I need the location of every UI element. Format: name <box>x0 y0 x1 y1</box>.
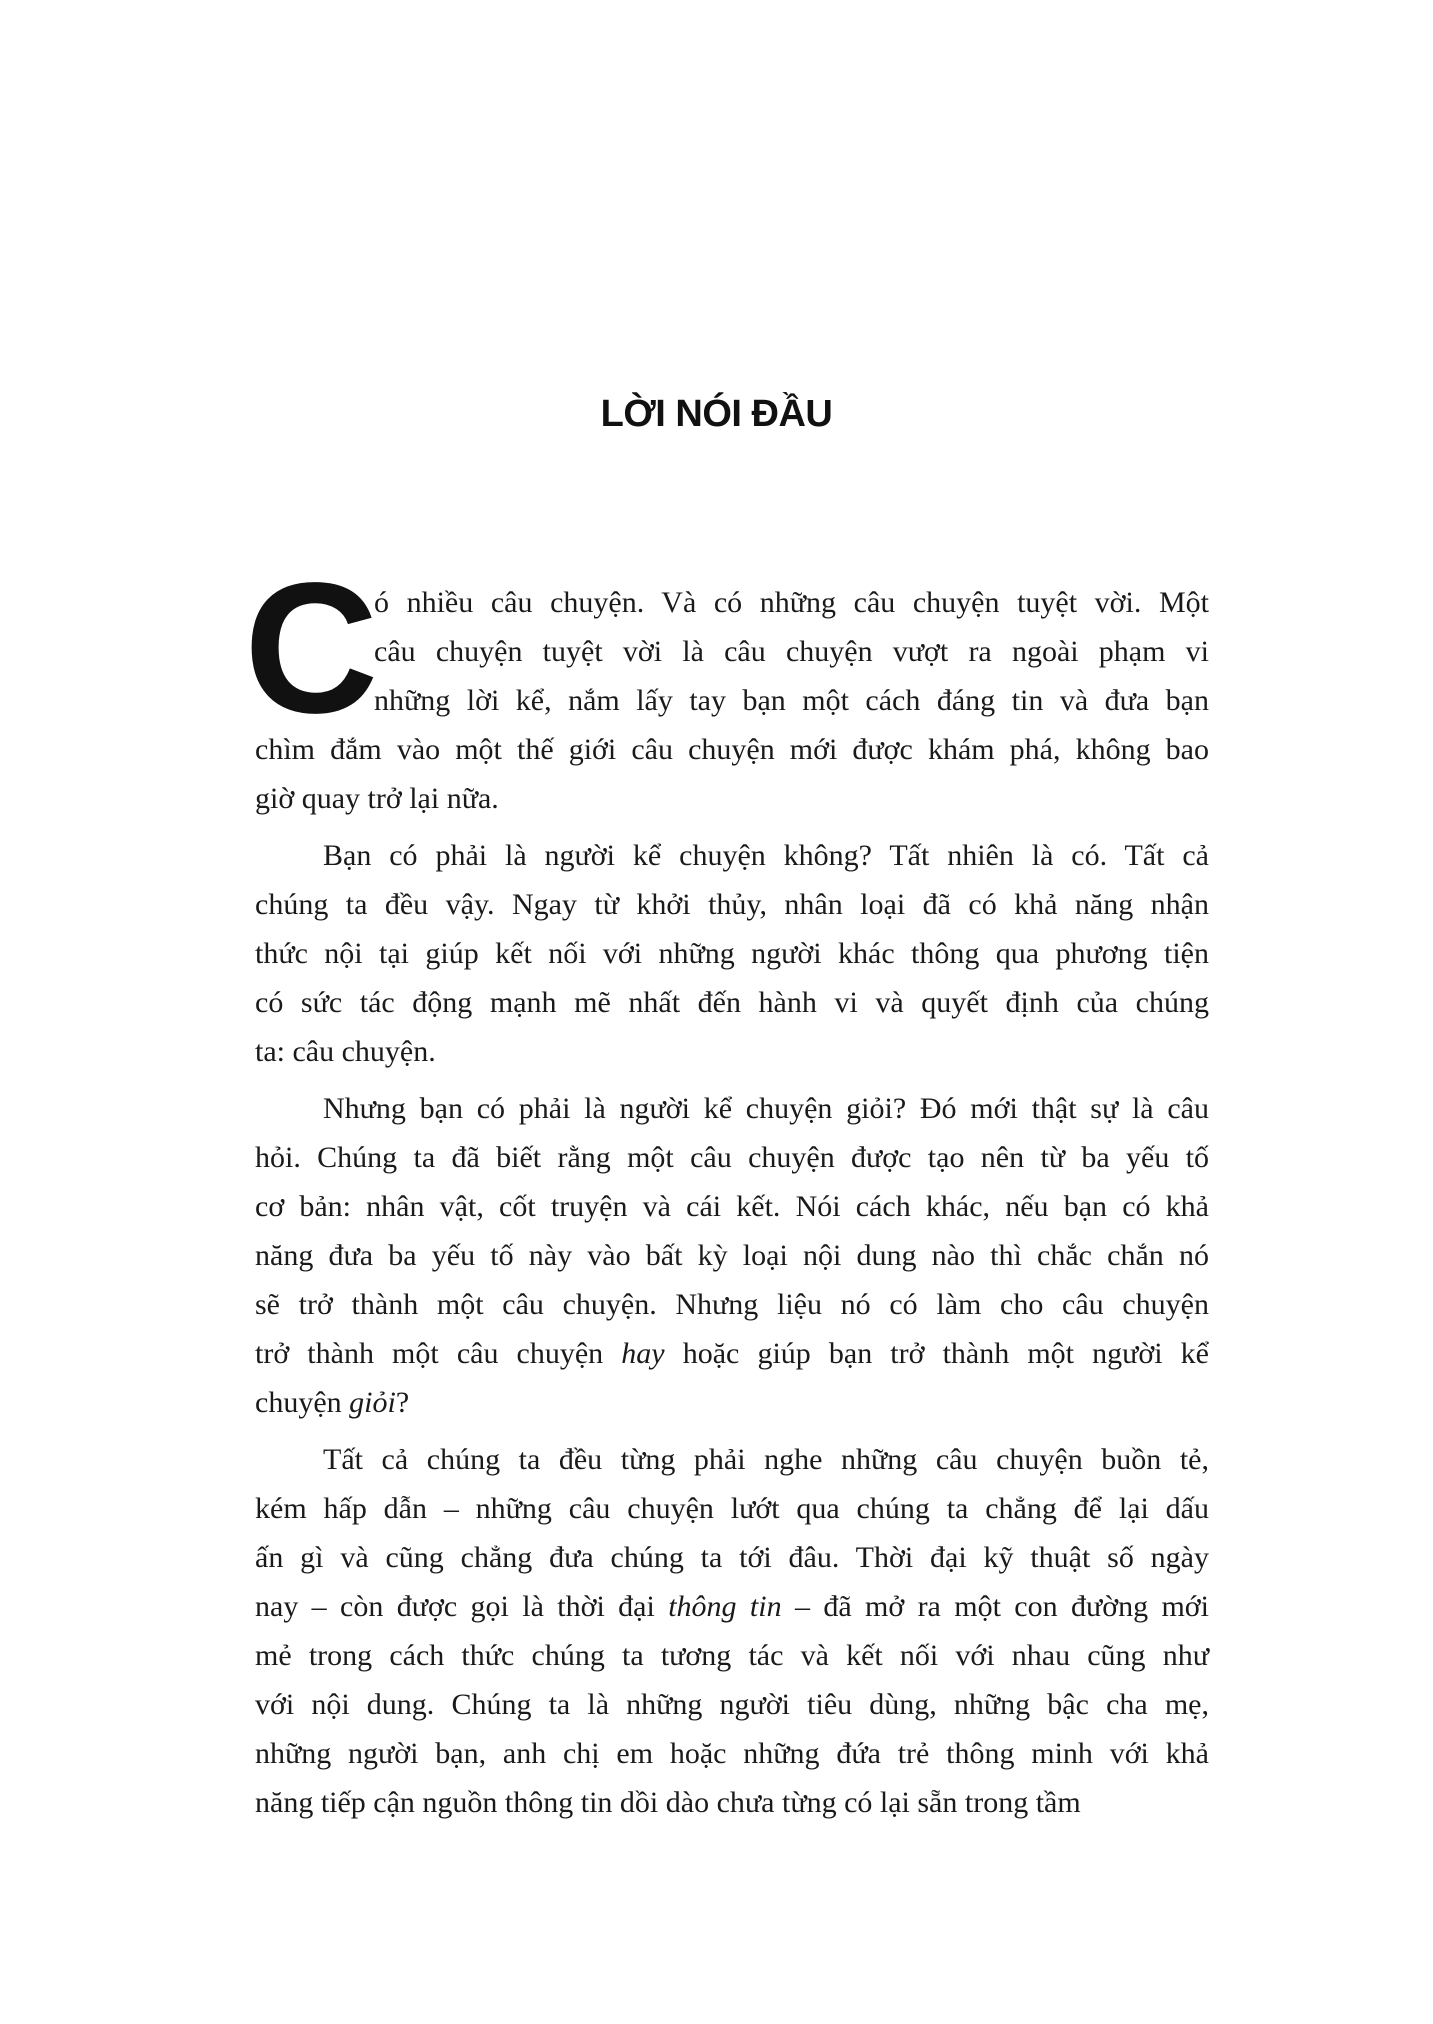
text-segment: ấn gì và cũng chẳng đưa chúng ta tới đâu. Thời đại kỹ thuật số ngày <box>255 1541 1209 1574</box>
text-line <box>255 978 1209 1027</box>
text-line <box>255 578 1209 627</box>
text-segment: hỏi. Chúng ta đã biết rằng một câu chuyện được tạo nên từ ba yếu tố <box>255 1141 1209 1174</box>
text-line <box>255 1329 1209 1378</box>
text-segment: chúng ta đều vậy. Ngay từ khởi thủy, nhân loại đã có khả năng nhận <box>255 888 1209 921</box>
paragraph <box>255 578 1209 823</box>
text-segment: ? <box>395 1386 410 1419</box>
text-line <box>255 1533 1209 1582</box>
italic-text: giỏi <box>349 1386 396 1419</box>
text-segment: ó nhiều câu chuyện. Và có những câu chuyện tuyệt vời. Một <box>374 586 1209 619</box>
text-segment: – đã mở ra một con đường mới <box>781 1590 1209 1623</box>
text-segment: Tất cả chúng ta đều từng phải nghe những câu chuyện buồn tẻ, <box>323 1443 1209 1476</box>
text-line <box>255 831 1209 880</box>
text-segment: năng tiếp cận nguồn thông tin dồi dào chưa từng có lại sẵn trong tầm <box>255 1786 1081 1819</box>
body-text <box>255 578 1209 1835</box>
text-line <box>255 1133 1209 1182</box>
text-segment: những người bạn, anh chị em hoặc những đứa trẻ thông minh với khả <box>255 1737 1209 1770</box>
text-line <box>255 1729 1209 1778</box>
text-line <box>255 1582 1209 1631</box>
text-segment: ta: câu chuyện. <box>255 1035 436 1068</box>
paragraph <box>255 1435 1209 1827</box>
italic-text: hay <box>621 1337 665 1370</box>
italic-text: thông tin <box>668 1590 782 1623</box>
text-line <box>255 1231 1209 1280</box>
text-line <box>255 1182 1209 1231</box>
text-line <box>255 929 1209 978</box>
text-line <box>255 774 1209 823</box>
text-line <box>255 1378 1209 1427</box>
text-segment: Bạn có phải là người kể chuyện không? Tất nhiên là có. Tất cả <box>323 839 1209 872</box>
paragraph <box>255 1084 1209 1427</box>
chapter-title: LỜI NÓI ĐẦU <box>600 393 833 436</box>
text-line <box>255 880 1209 929</box>
text-segment: mẻ trong cách thức chúng ta tương tác và kết nối với nhau cũng như <box>255 1639 1209 1672</box>
drop-cap: C <box>244 545 379 752</box>
paragraph <box>255 831 1209 1076</box>
text-segment: thức nội tại giúp kết nối với những người khác thông qua phương tiện <box>255 937 1209 970</box>
text-line <box>255 1680 1209 1729</box>
text-segment: sẽ trở thành một câu chuyện. Nhưng liệu nó có làm cho câu chuyện <box>255 1288 1209 1321</box>
text-line <box>255 1280 1209 1329</box>
text-segment: Nhưng bạn có phải là người kể chuyện giỏi? Đó mới thật sự là câu <box>323 1092 1209 1125</box>
text-line <box>255 725 1209 774</box>
text-segment: kém hấp dẫn – những câu chuyện lướt qua chúng ta chẳng để lại dấu <box>255 1492 1209 1525</box>
text-segment: nay – còn được gọi là thời đại <box>255 1590 669 1623</box>
text-segment: những lời kể, nắm lấy tay bạn một cách đáng tin và đưa bạn <box>374 684 1209 717</box>
text-segment: giờ quay trở lại nữa. <box>255 782 499 815</box>
text-line <box>255 676 1209 725</box>
text-segment: với nội dung. Chúng ta là những người tiêu dùng, những bậc cha mẹ, <box>255 1688 1209 1721</box>
text-segment: cơ bản: nhân vật, cốt truyện và cái kết. Nói cách khác, nếu bạn có khả <box>255 1190 1209 1223</box>
text-line <box>255 1631 1209 1680</box>
text-line <box>255 1484 1209 1533</box>
text-line <box>255 1435 1209 1484</box>
text-segment: câu chuyện tuyệt vời là câu chuyện vượt ra ngoài phạm vi <box>374 635 1209 668</box>
text-line <box>255 1778 1209 1827</box>
text-segment: chìm đắm vào một thế giới câu chuyện mới được khám phá, không bao <box>255 733 1209 766</box>
text-line <box>255 1027 1209 1076</box>
text-segment: có sức tác động mạnh mẽ nhất đến hành vi và quyết định của chúng <box>255 986 1209 1019</box>
text-line <box>255 1084 1209 1133</box>
text-segment: trở thành một câu chuyện <box>255 1337 622 1370</box>
text-segment: hoặc giúp bạn trở thành một người kể <box>664 1337 1209 1370</box>
text-segment: chuyện <box>255 1386 350 1419</box>
text-line <box>255 627 1209 676</box>
text-segment: năng đưa ba yếu tố này vào bất kỳ loại nội dung nào thì chắc chắn nó <box>255 1239 1209 1272</box>
